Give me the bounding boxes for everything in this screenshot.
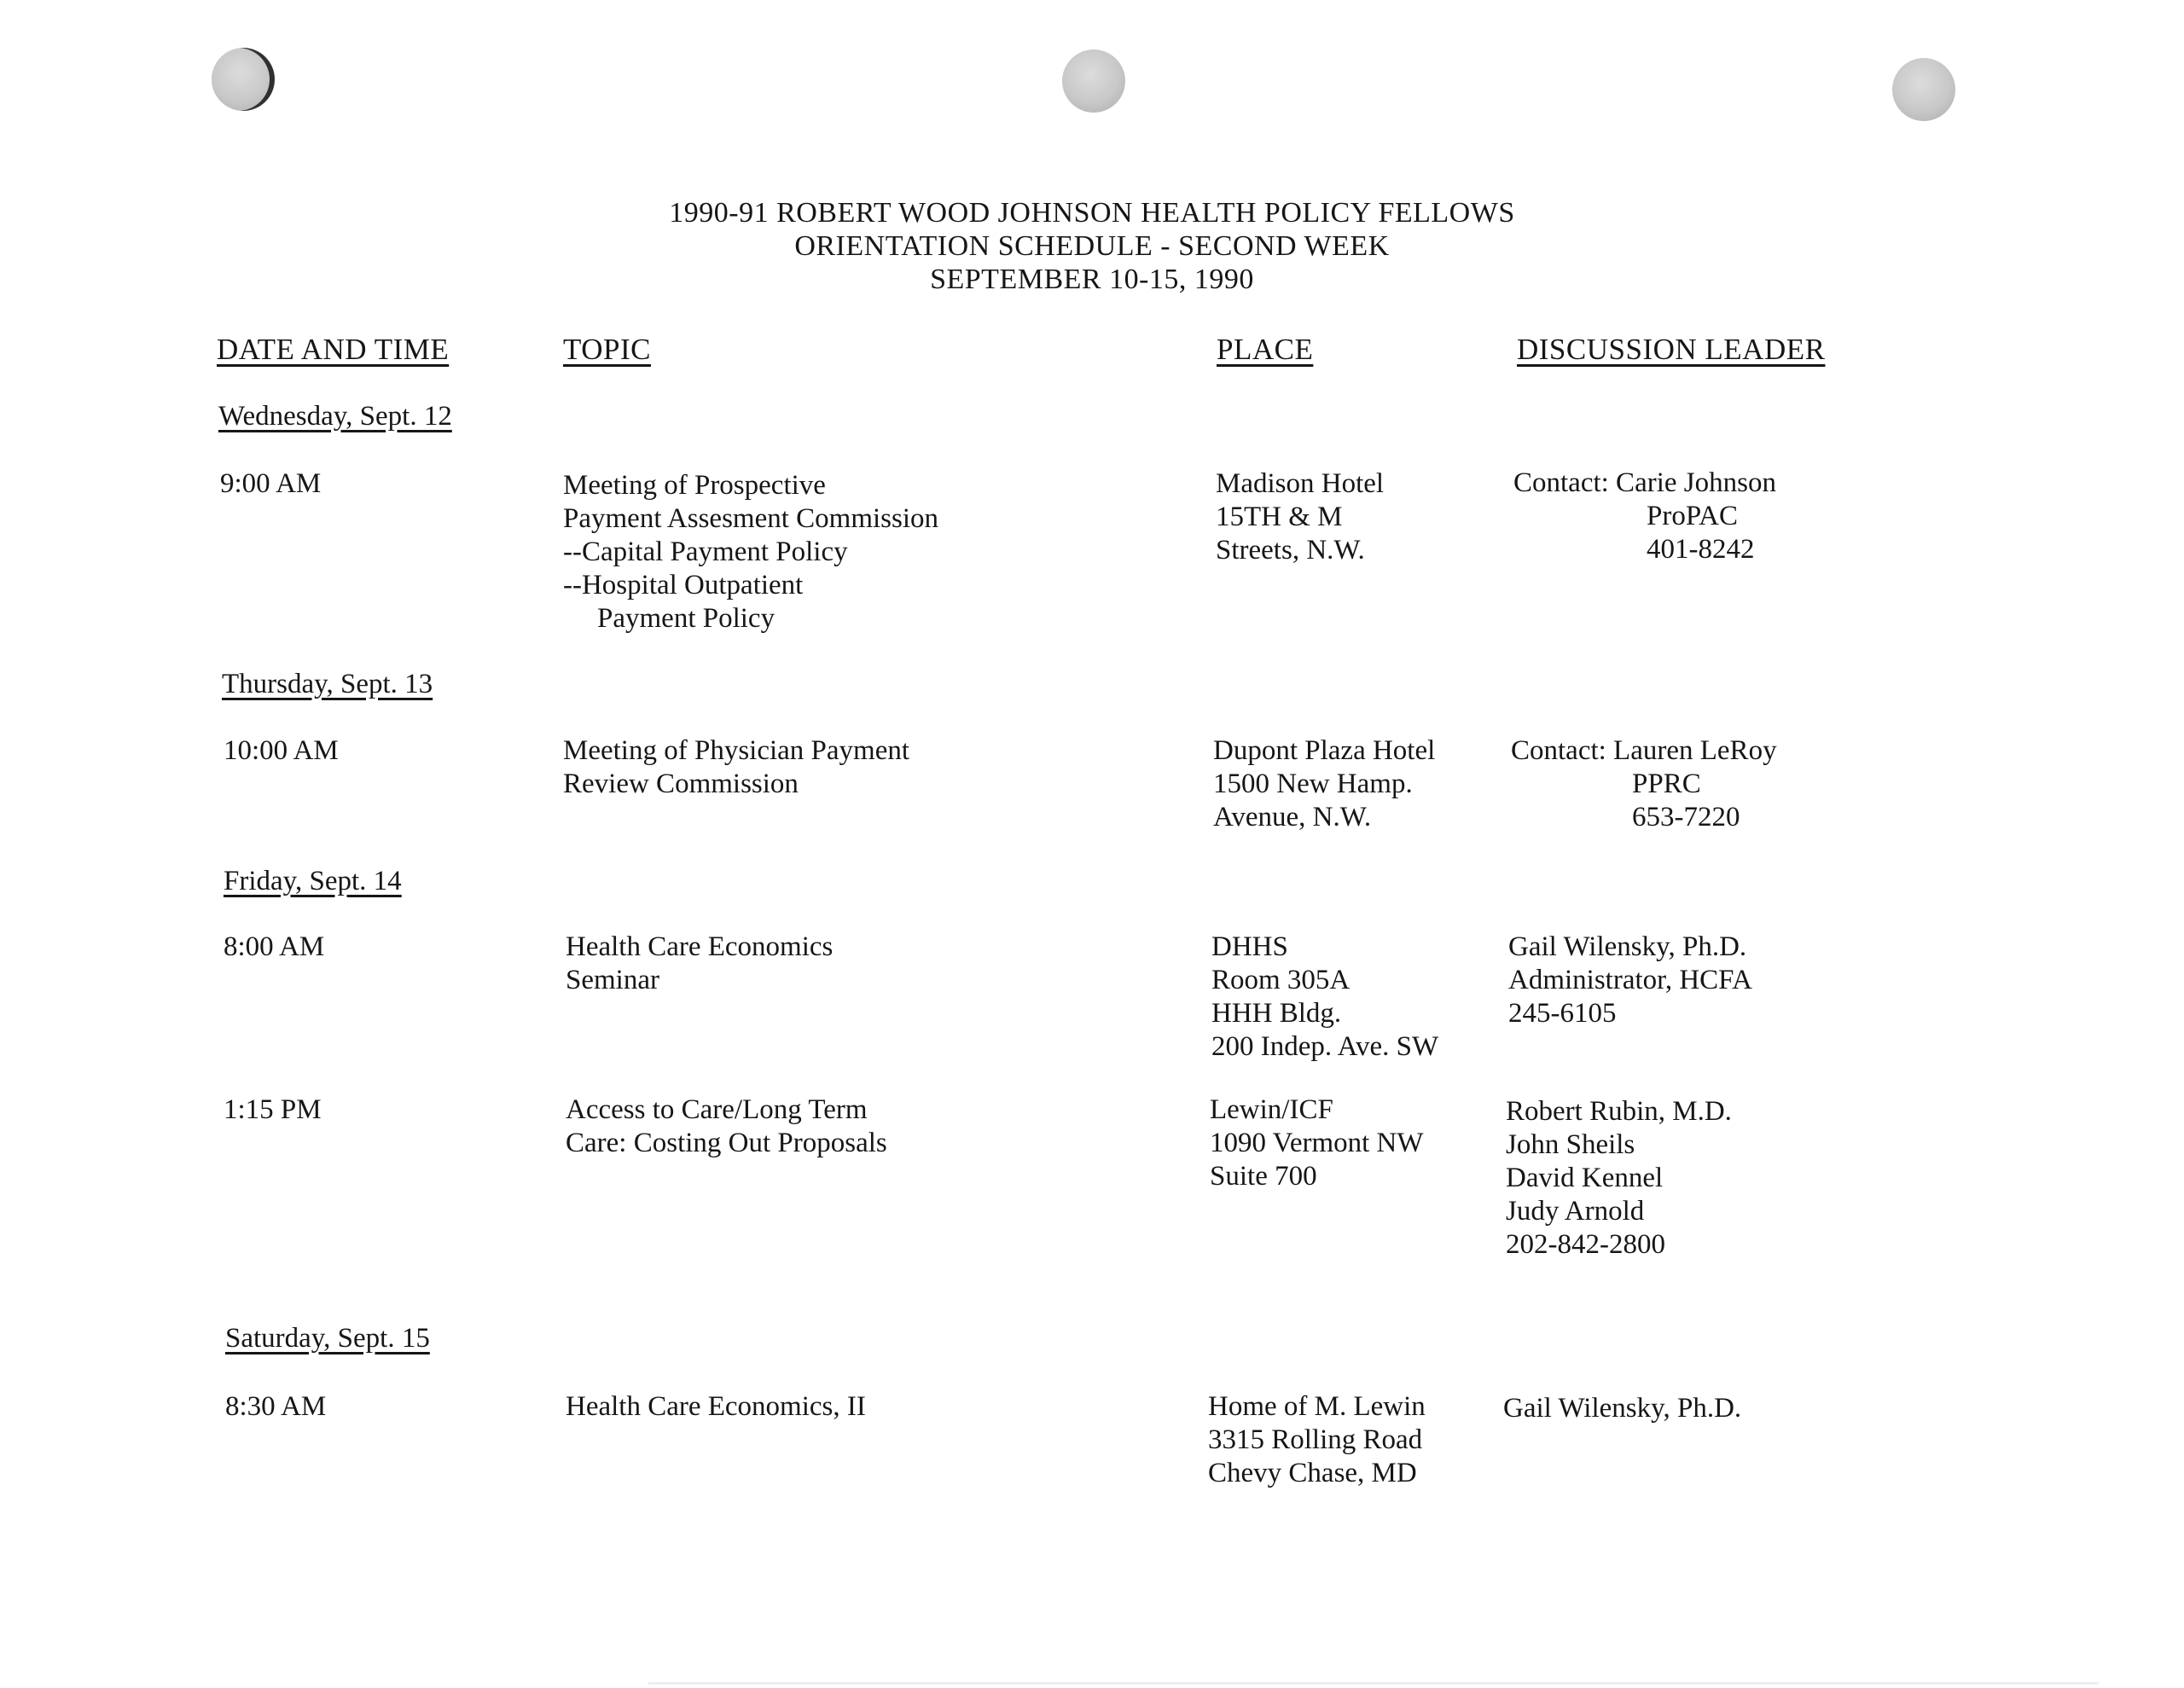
place-line: Suite 700 (1210, 1161, 1317, 1192)
place-line: Lewin/ICF (1210, 1094, 1333, 1125)
header-discussion-leader: DISCUSSION LEADER (1517, 333, 1826, 366)
day-label-wednesday: Wednesday, Sept. 12 (218, 401, 452, 432)
place-line: 3315 Rolling Road (1208, 1424, 1423, 1455)
topic-line: Access to Care/Long Term (566, 1094, 868, 1125)
leader-line: David Kennel (1506, 1163, 1664, 1193)
leader-line: Gail Wilensky, Ph.D. (1508, 931, 1747, 962)
place-line: Avenue, N.W. (1213, 802, 1372, 832)
title-line-3: SEPTEMBER 10-15, 1990 (930, 264, 1254, 295)
topic-line: Meeting of Prospective (563, 470, 826, 501)
place-line: Madison Hotel (1216, 468, 1385, 499)
leader-line: John Sheils (1506, 1129, 1635, 1160)
header-date-and-time: DATE AND TIME (217, 333, 450, 366)
leader-line: 202-842-2800 (1506, 1229, 1665, 1260)
leader-line: ProPAC (1647, 501, 1739, 531)
day-label-thursday: Thursday, Sept. 13 (222, 669, 433, 699)
place-line: Home of M. Lewin (1208, 1391, 1426, 1422)
place-line: Dupont Plaza Hotel (1213, 735, 1436, 766)
topic-line: Health Care Economics, II (566, 1391, 866, 1422)
session-leader (1506, 1095, 1732, 1262)
scan-edge-divider (648, 1682, 2099, 1685)
leader-line: 401-8242 (1647, 534, 1755, 565)
session-leader (1508, 931, 1752, 1030)
place-line: DHHS (1211, 931, 1288, 962)
session-leader (1513, 467, 1776, 566)
session-topic (563, 734, 909, 801)
session-topic (566, 1093, 887, 1160)
session-place (1210, 1093, 1424, 1193)
leader-line: Gail Wilensky, Ph.D. (1503, 1393, 1742, 1424)
day-label-friday: Friday, Sept. 14 (224, 866, 402, 896)
header-place: PLACE (1217, 333, 1314, 366)
session-place (1208, 1390, 1426, 1490)
place-line: Chevy Chase, MD (1208, 1458, 1417, 1488)
topic-line: Payment Assesment Commission (563, 503, 939, 534)
topic-line: Health Care Economics (566, 931, 834, 962)
leader-line: PPRC (1632, 769, 1701, 799)
session-leader (1511, 734, 1777, 834)
place-line: 200 Indep. Ave. SW (1211, 1031, 1439, 1062)
binder-hole-left (212, 48, 275, 111)
topic-line: --Hospital Outpatient (563, 570, 804, 600)
session-place (1211, 931, 1438, 1064)
topic-line: --Capital Payment Policy (563, 537, 848, 567)
leader-line: Administrator, HCFA (1508, 965, 1752, 995)
document-title (0, 196, 2184, 296)
session-topic (566, 1390, 866, 1424)
binder-hole-right (1892, 58, 1955, 121)
topic-line: Payment Policy (597, 603, 775, 634)
title-line-2: ORIENTATION SCHEDULE - SECOND WEEK (794, 230, 1390, 262)
session-time: 8:00 AM (224, 931, 325, 962)
place-line: HHH Bldg. (1211, 998, 1342, 1029)
session-time: 1:15 PM (224, 1094, 322, 1125)
session-time: 10:00 AM (224, 735, 339, 766)
title-line-1: 1990-91 ROBERT WOOD JOHNSON HEALTH POLICY FELLOWS (669, 197, 1515, 229)
place-line: Room 305A (1211, 965, 1350, 995)
binder-hole-middle (1062, 49, 1125, 113)
topic-line: Care: Costing Out Proposals (566, 1128, 887, 1158)
header-topic: TOPIC (563, 333, 651, 366)
leader-line: Contact: Carie Johnson (1513, 467, 1776, 498)
day-label-saturday: Saturday, Sept. 15 (225, 1323, 430, 1354)
session-place (1216, 467, 1384, 567)
leader-line: 245-6105 (1508, 998, 1617, 1029)
session-leader (1503, 1392, 1741, 1425)
session-time: 9:00 AM (220, 468, 322, 499)
leader-line: Contact: Lauren LeRoy (1511, 735, 1777, 766)
place-line: 15TH & M (1216, 502, 1343, 532)
session-topic (566, 931, 833, 997)
leader-line: Robert Rubin, M.D. (1506, 1096, 1732, 1127)
place-line: 1090 Vermont NW (1210, 1128, 1424, 1158)
place-line: Streets, N.W. (1216, 535, 1365, 566)
topic-line: Review Commission (563, 769, 799, 799)
session-place (1213, 734, 1435, 834)
topic-line: Meeting of Physician Payment (563, 735, 910, 766)
session-topic (563, 469, 938, 635)
leader-line: Judy Arnold (1506, 1196, 1645, 1227)
topic-line: Seminar (566, 965, 659, 995)
place-line: 1500 New Hamp. (1213, 769, 1413, 799)
session-time: 8:30 AM (225, 1391, 327, 1422)
leader-line: 653-7220 (1632, 802, 1740, 832)
